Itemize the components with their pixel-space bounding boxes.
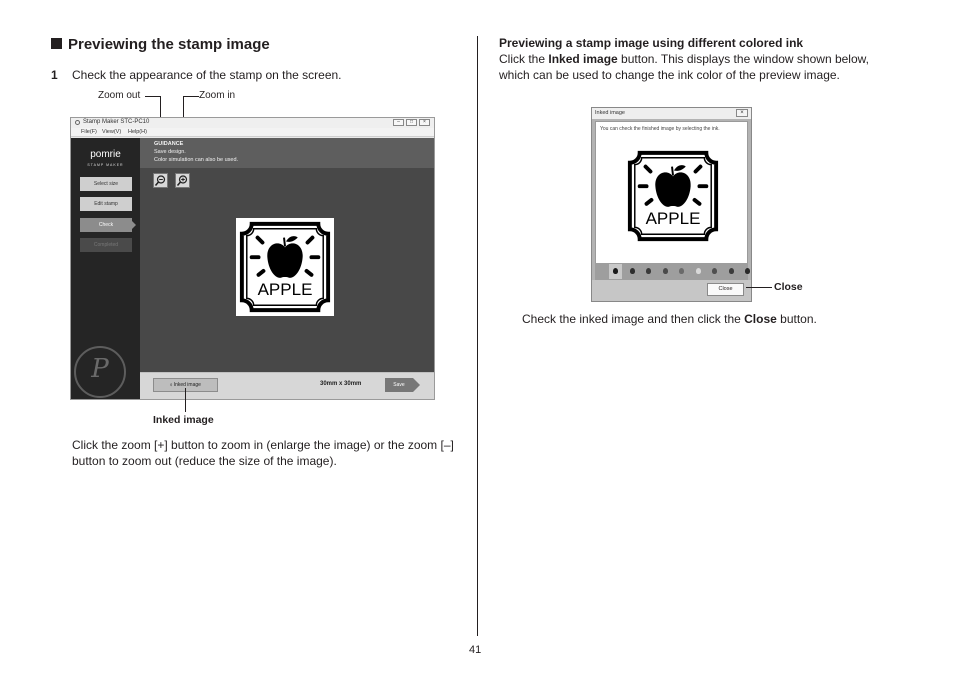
brand-logo: pomrie [90, 149, 121, 160]
check-paragraph: Check the inked image and then click the Close button. [522, 312, 817, 326]
stamp-preview [236, 218, 334, 316]
guidance-line: Save design. [154, 149, 186, 155]
guidance-panel [140, 138, 434, 168]
ink-color-swatch[interactable] [696, 268, 701, 274]
dialog-title-bar [592, 108, 751, 119]
sidebar-item-edit-stamp[interactable]: Edit stamp [80, 197, 132, 211]
inked-image-button[interactable]: ⬨ Inked image [153, 378, 218, 392]
page-number: 41 [469, 644, 482, 656]
square-bullet-icon [51, 38, 62, 49]
stamp-text: APPLE [645, 209, 701, 228]
app-sidebar [71, 138, 140, 400]
ink-color-swatch[interactable] [712, 268, 717, 274]
zoom-out-leader [145, 96, 161, 97]
seal-letter: P [91, 354, 109, 384]
sidebar-item-check[interactable]: Check [80, 218, 132, 232]
dialog-footer [592, 280, 751, 301]
inked-image-term: Inked image [548, 52, 618, 66]
zoom-in-leader [183, 96, 199, 97]
sidebar-item-completed[interactable]: Completed [80, 238, 132, 252]
zoom-in-icon [176, 174, 189, 187]
save-arrow-icon [413, 378, 420, 392]
ink-color-strip [595, 263, 748, 280]
app-title: Stamp Maker STC-PC10 [83, 119, 150, 125]
zoom-in-callout: Zoom in [199, 90, 236, 101]
window-close-button[interactable]: × [419, 119, 430, 126]
save-button[interactable]: Save [385, 378, 413, 392]
ink-color-swatch[interactable] [679, 268, 684, 274]
menu-help[interactable]: Help(H) [128, 129, 147, 135]
inked-image-paragraph: Click the Inked image button. This displays the window shown below, which can be used to change the ink color of the preview image. [499, 52, 869, 82]
ink-color-swatch[interactable] [613, 268, 618, 274]
stamp-size: 30mm x 30mm [320, 381, 362, 387]
guidance-title: GUIDANCE [154, 141, 184, 147]
sidebar-item-select-size[interactable]: Select size [80, 177, 132, 191]
minimize-button[interactable]: – [393, 119, 404, 126]
inked-image-dialog [591, 107, 752, 302]
step-text: Check the appearance of the stamp on the screen. [72, 68, 342, 82]
current-step-arrow-icon [132, 221, 136, 229]
close-term: Close [744, 312, 777, 326]
app-logo-icon [75, 120, 80, 125]
ink-color-swatch[interactable] [630, 268, 635, 274]
subsection-heading: Previewing a stamp image using different colored ink [499, 36, 804, 50]
app-title-bar [71, 118, 434, 128]
zoom-paragraph: Click the zoom [+] button to zoom in (enlarge the image) or the zoom [–] button to zoom out (reduce the size of the image). [72, 438, 454, 468]
dialog-close-icon[interactable]: × [736, 109, 748, 117]
dialog-close-button[interactable]: Close [707, 283, 744, 296]
close-leader [746, 287, 772, 288]
menu-view[interactable]: View(V) [102, 129, 122, 135]
ink-color-swatch[interactable] [729, 268, 734, 274]
inked-stamp-preview [624, 147, 722, 245]
ink-color-swatch[interactable] [646, 268, 651, 274]
guidance-line: Color simulation can also be used. [154, 157, 239, 163]
stamp-text: APPLE [257, 280, 313, 299]
drop-icon: ⬨ [170, 382, 174, 388]
app-menu-bar [71, 128, 434, 137]
zoom-in-button[interactable] [175, 173, 190, 188]
zoom-out-button[interactable] [153, 173, 168, 188]
apple-stamp-icon [236, 218, 334, 316]
ink-color-swatch[interactable] [663, 268, 668, 274]
inked-image-leader [185, 388, 186, 412]
inked-image-callout: Inked image [153, 414, 214, 426]
maximize-button[interactable]: □ [406, 119, 417, 126]
ink-color-swatch[interactable] [745, 268, 750, 274]
dialog-message: You can check the finished image by selecting the ink. [600, 126, 720, 132]
dialog-title: Inked image [595, 110, 625, 116]
zoom-out-icon [154, 174, 167, 187]
apple-stamp-icon [624, 147, 722, 245]
close-callout: Close [774, 281, 803, 293]
brand-subtitle: STAMP MAKER [87, 163, 124, 167]
menu-file[interactable]: File(F) [81, 129, 97, 135]
step-number: 1 [51, 68, 58, 82]
column-divider [477, 36, 478, 636]
section-title: Previewing the stamp image [51, 36, 270, 53]
zoom-out-callout: Zoom out [98, 90, 141, 101]
dialog-preview-area [595, 121, 748, 264]
